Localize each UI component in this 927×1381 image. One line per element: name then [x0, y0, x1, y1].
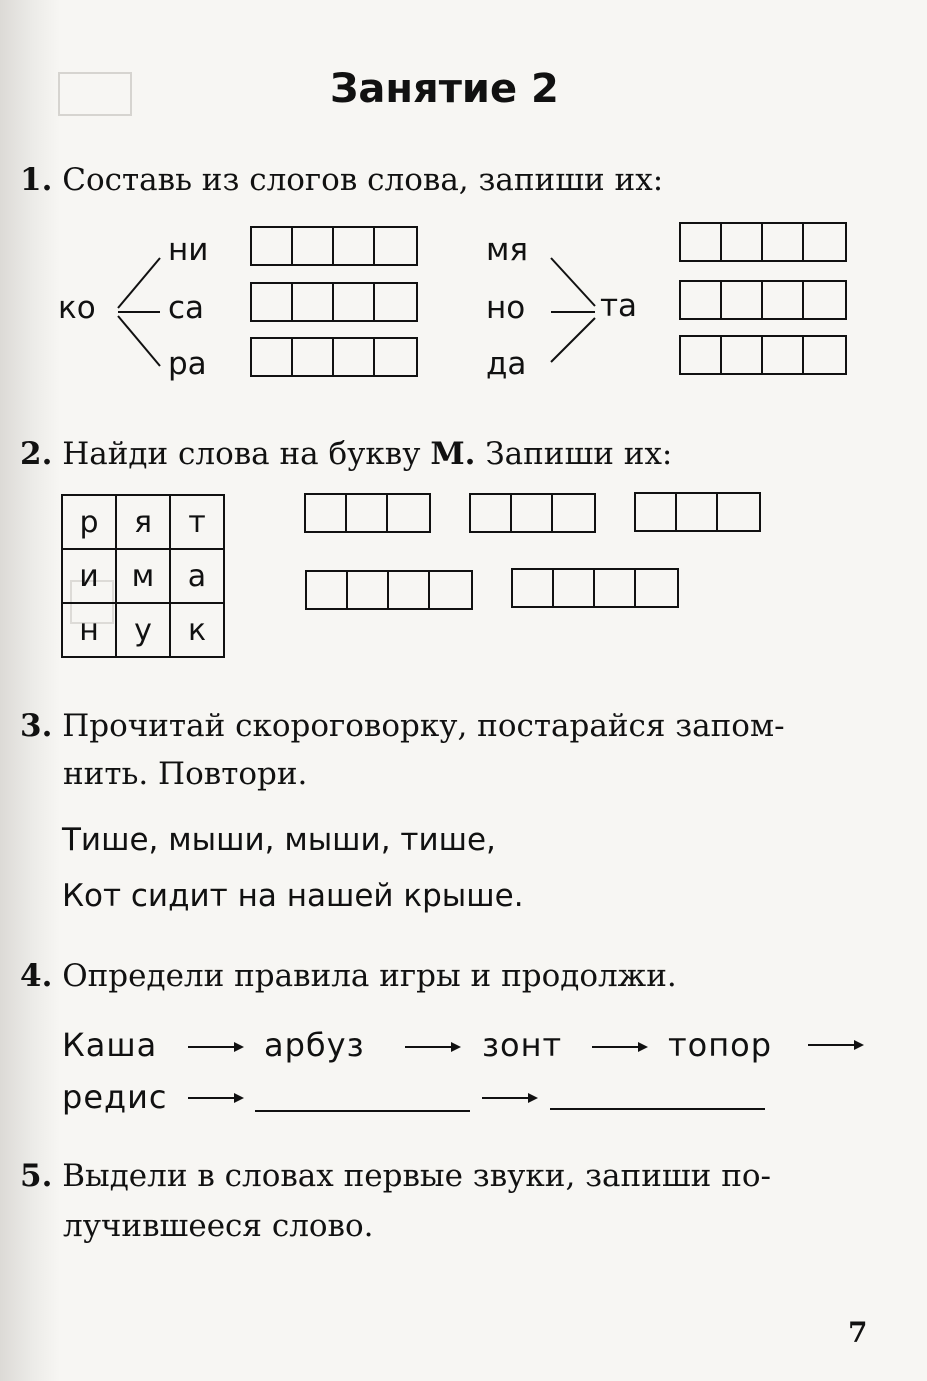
answer-blank-line[interactable] [255, 1110, 470, 1112]
grid-cell[interactable]: и [62, 549, 116, 603]
task3-number: 3. [20, 708, 53, 744]
arrow-right-icon [188, 1091, 244, 1105]
grid-cell[interactable]: а [170, 549, 224, 603]
task5-number: 5. [20, 1158, 53, 1194]
task3-line2: нить. Повтори. [63, 756, 308, 792]
chain-word: редис [62, 1078, 168, 1116]
arrow-right-icon [808, 1038, 864, 1052]
task4-heading [20, 958, 677, 994]
task2-text-after: Запиши их: [475, 436, 673, 472]
task1-answer-boxes[interactable] [250, 337, 418, 377]
chain-word: Каша [62, 1026, 158, 1064]
grid-cell[interactable]: к [170, 603, 224, 657]
task1-left-syllable: ра [168, 346, 207, 382]
answer-blank-line[interactable] [550, 1108, 765, 1110]
arrow-right-icon [482, 1091, 538, 1105]
task3-heading [20, 708, 785, 744]
grid-cell[interactable]: я [116, 495, 170, 549]
page-title: Занятие 2 [330, 66, 559, 112]
task1-left-prefix: ко [58, 290, 96, 326]
task1-left-syllable: са [168, 290, 205, 326]
task2-text-before: Найди слова на букву [62, 436, 431, 472]
page-number: 7 [848, 1316, 868, 1349]
letter-grid [61, 494, 225, 658]
grid-cell[interactable]: т [170, 495, 224, 549]
tongue-twister-line2: Кот сидит на нашей крыше. [62, 878, 524, 914]
chain-word: зонт [482, 1026, 563, 1064]
task1-text: Составь из слогов слова, запиши их: [62, 162, 664, 198]
task2-answer-boxes[interactable] [511, 568, 679, 608]
task1-left-syllable: ни [168, 232, 209, 268]
task3-line1: Прочитай скороговорку, постарайся запом- [62, 708, 785, 744]
task1-right-syllable: мя [486, 232, 529, 268]
task1-heading [20, 162, 663, 198]
chain-word: арбуз [264, 1026, 365, 1064]
grid-cell[interactable]: р [62, 495, 116, 549]
task1-right-syllable: да [486, 346, 527, 382]
task2-answer-boxes[interactable] [305, 570, 473, 610]
task2-answer-boxes[interactable] [469, 493, 596, 533]
task4-number: 4. [20, 958, 53, 994]
task5-line2: лучившееся слово. [63, 1208, 374, 1244]
task1-right-syllable: но [486, 290, 526, 326]
grid-cell[interactable]: м [116, 549, 170, 603]
task1-answer-boxes[interactable] [250, 282, 418, 322]
task1-answer-boxes[interactable] [679, 222, 847, 262]
task1-right-suffix: та [600, 288, 638, 324]
task2-answer-boxes[interactable] [634, 492, 761, 532]
grid-cell[interactable]: н [62, 603, 116, 657]
task1-answer-boxes[interactable] [679, 280, 847, 320]
tongue-twister-line1: Тише, мыши, мыши, тише, [62, 822, 496, 858]
task1-right-branch-lines [545, 250, 605, 380]
task1-answer-boxes[interactable] [250, 226, 418, 266]
task2-heading [20, 436, 672, 472]
chain-word: топор [668, 1026, 773, 1064]
task4-text: Определи правила игры и продолжи. [62, 958, 677, 994]
task1-number: 1. [20, 162, 53, 198]
task1-answer-boxes[interactable] [679, 335, 847, 375]
task2-answer-boxes[interactable] [304, 493, 431, 533]
task5-heading [20, 1158, 771, 1194]
arrow-right-icon [188, 1040, 244, 1054]
task2-letter: М. [430, 436, 476, 472]
task2-number: 2. [20, 436, 53, 472]
task1-left-branch-lines [110, 250, 170, 380]
arrow-right-icon [592, 1040, 648, 1054]
task5-line1: Выдели в словах первые звуки, запиши по- [62, 1158, 771, 1194]
arrow-right-icon [405, 1040, 461, 1054]
grid-cell[interactable]: у [116, 603, 170, 657]
